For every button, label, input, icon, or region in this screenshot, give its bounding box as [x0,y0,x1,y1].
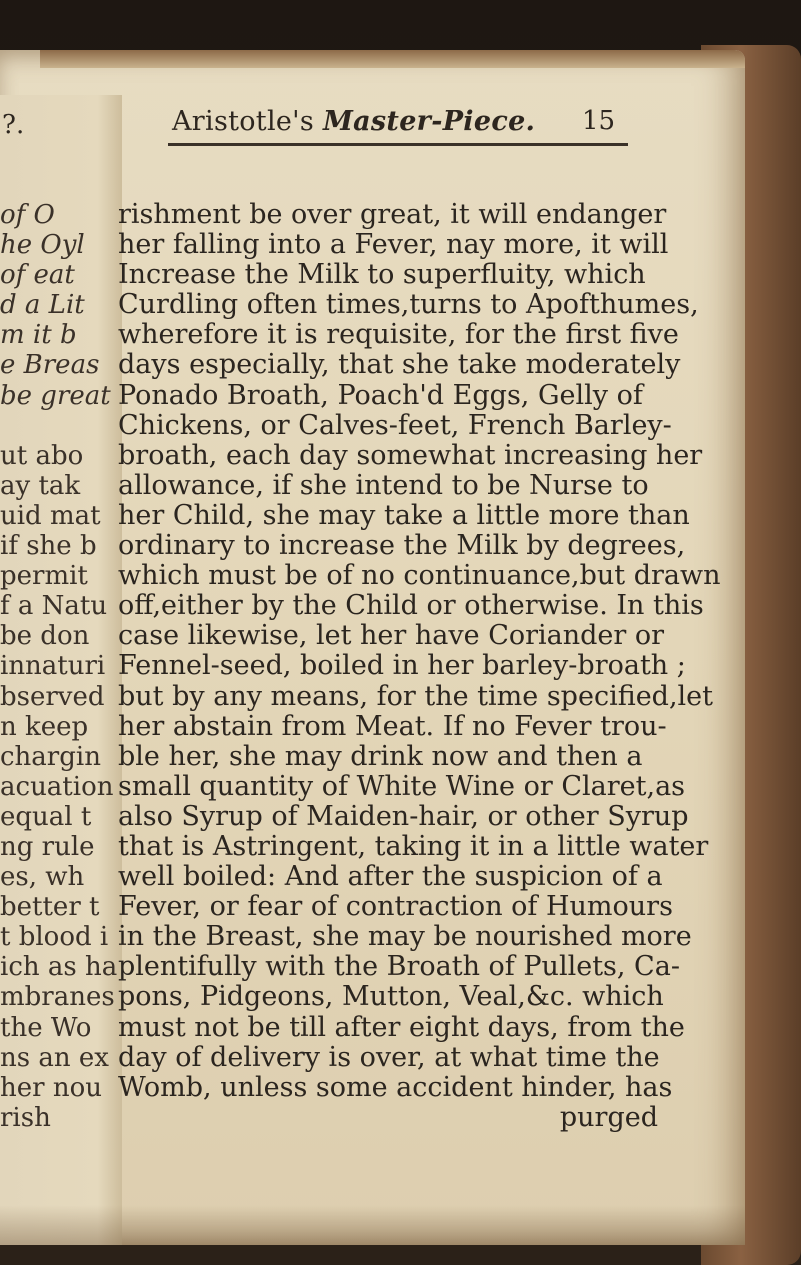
facing-page-line: ay tak [0,470,81,501]
facing-page-line: m it b [0,320,77,351]
body-line: also Syrup of Maiden-hair, or other Syrup [118,800,689,832]
facing-page-line: her nou [0,1072,102,1103]
page-body-text [118,199,721,1133]
facing-page-line: the Wo [0,1012,92,1043]
body-line: small quantity of White Wine or Claret,as [118,770,686,802]
facing-page-line: mbranes [0,982,115,1013]
facing-page-line: ich as ha [0,952,118,983]
body-line: wherefore it is requisite, for the first five [118,319,679,351]
body-line: which must be of no continuance,but drawn [118,560,721,592]
running-title-plain: Aristotle's [172,106,315,137]
facing-page-header-fragment: ?. [2,110,25,140]
facing-page-line: equal t [0,801,92,832]
facing-page-line: of O [0,200,55,230]
facing-page-line: bserved [0,681,105,712]
facing-page-line: es, wh [0,862,85,893]
body-line: well boiled: And after the suspicion of a [118,861,663,893]
page-top-edge [40,50,745,68]
body-line: off,either by the Child or otherwise. In this [118,590,704,622]
running-title-blackletter: Master-Piece. [322,106,536,137]
facing-page-line: be great [0,380,111,411]
body-line: her falling into a Fever, nay more, it will [118,229,669,261]
facing-page-line: e Breas [0,350,100,381]
facing-page-line: acuation [0,771,114,802]
body-line: case likewise, let her have Coriander or [118,620,665,652]
body-line: her Child, she may take a little more than [118,499,690,531]
body-line: Fennel-seed, boiled in her barley-broath ; [118,650,686,682]
facing-page-line: he Oyl [0,230,85,261]
header-rule [168,143,628,146]
body-line: pons, Pidgeons, Mutton, Veal,&c. which [118,981,664,1013]
body-line: purged [559,1101,658,1133]
body-line: plentifully with the Broath of Pullets, Ca- [118,951,680,983]
facing-page-line: f a Natu [0,591,108,622]
body-line: must not be till after eight days, from the [118,1011,685,1043]
body-line: allowance, if she intend to be Nurse to [118,469,649,501]
book-page [0,50,745,1245]
facing-page-line: uid mat [0,500,101,531]
page-number: 15 [582,106,616,136]
body-line: Increase the Milk to superfluity, which [118,259,646,291]
facing-page-line: chargin [0,741,101,772]
facing-page-line [0,411,124,441]
body-line: ble her, she may drink now and then a [118,740,643,772]
facing-page-line: if she b [0,531,97,562]
body-line: Womb, unless some accident hinder, has [118,1071,673,1103]
facing-page-line: innaturi [0,651,106,682]
body-line: day of delivery is over, at what time the [118,1041,660,1073]
body-line: Fever, or fear of contraction of Humours [118,891,673,923]
body-line: in the Breast, she may be nourished more [118,921,692,953]
facing-page-line: n keep [0,711,89,742]
facing-page-text [0,200,124,1133]
facing-page-line: be don [0,621,90,652]
facing-page-line: better t [0,892,100,923]
body-line: that is Astringent, taking it in a little water [118,830,709,862]
page-bottom-shadow [0,1205,745,1245]
facing-page-line: ng rule [0,831,95,862]
facing-page-line: of eat [0,260,75,291]
body-line: days especially, that she take moderately [118,349,681,381]
running-title [172,106,535,137]
running-header [0,102,745,148]
facing-page-line: ns an ex [0,1042,109,1073]
body-line: Chickens, or Calves-feet, French Barley- [118,409,672,441]
body-line: Curdling often times,turns to Apofthumes, [118,289,699,321]
body-line: rishment be over great, it will endanger [118,199,667,230]
facing-page-line: d a Lit [0,290,85,321]
body-line: but by any means, for the time specified,let [118,680,714,712]
body-line: ordinary to increase the Milk by degrees, [118,530,686,562]
body-line: broath, each day somewhat increasing her [118,439,703,471]
facing-page-line: permit [0,561,88,592]
facing-page-line: rish [0,1102,51,1133]
body-line: Ponado Broath, Poach'd Eggs, Gelly of [118,379,643,411]
facing-page-line: ut abo [0,440,84,471]
facing-page-line: t blood i [0,922,109,953]
body-line: her abstain from Meat. If no Fever trou- [118,710,667,742]
